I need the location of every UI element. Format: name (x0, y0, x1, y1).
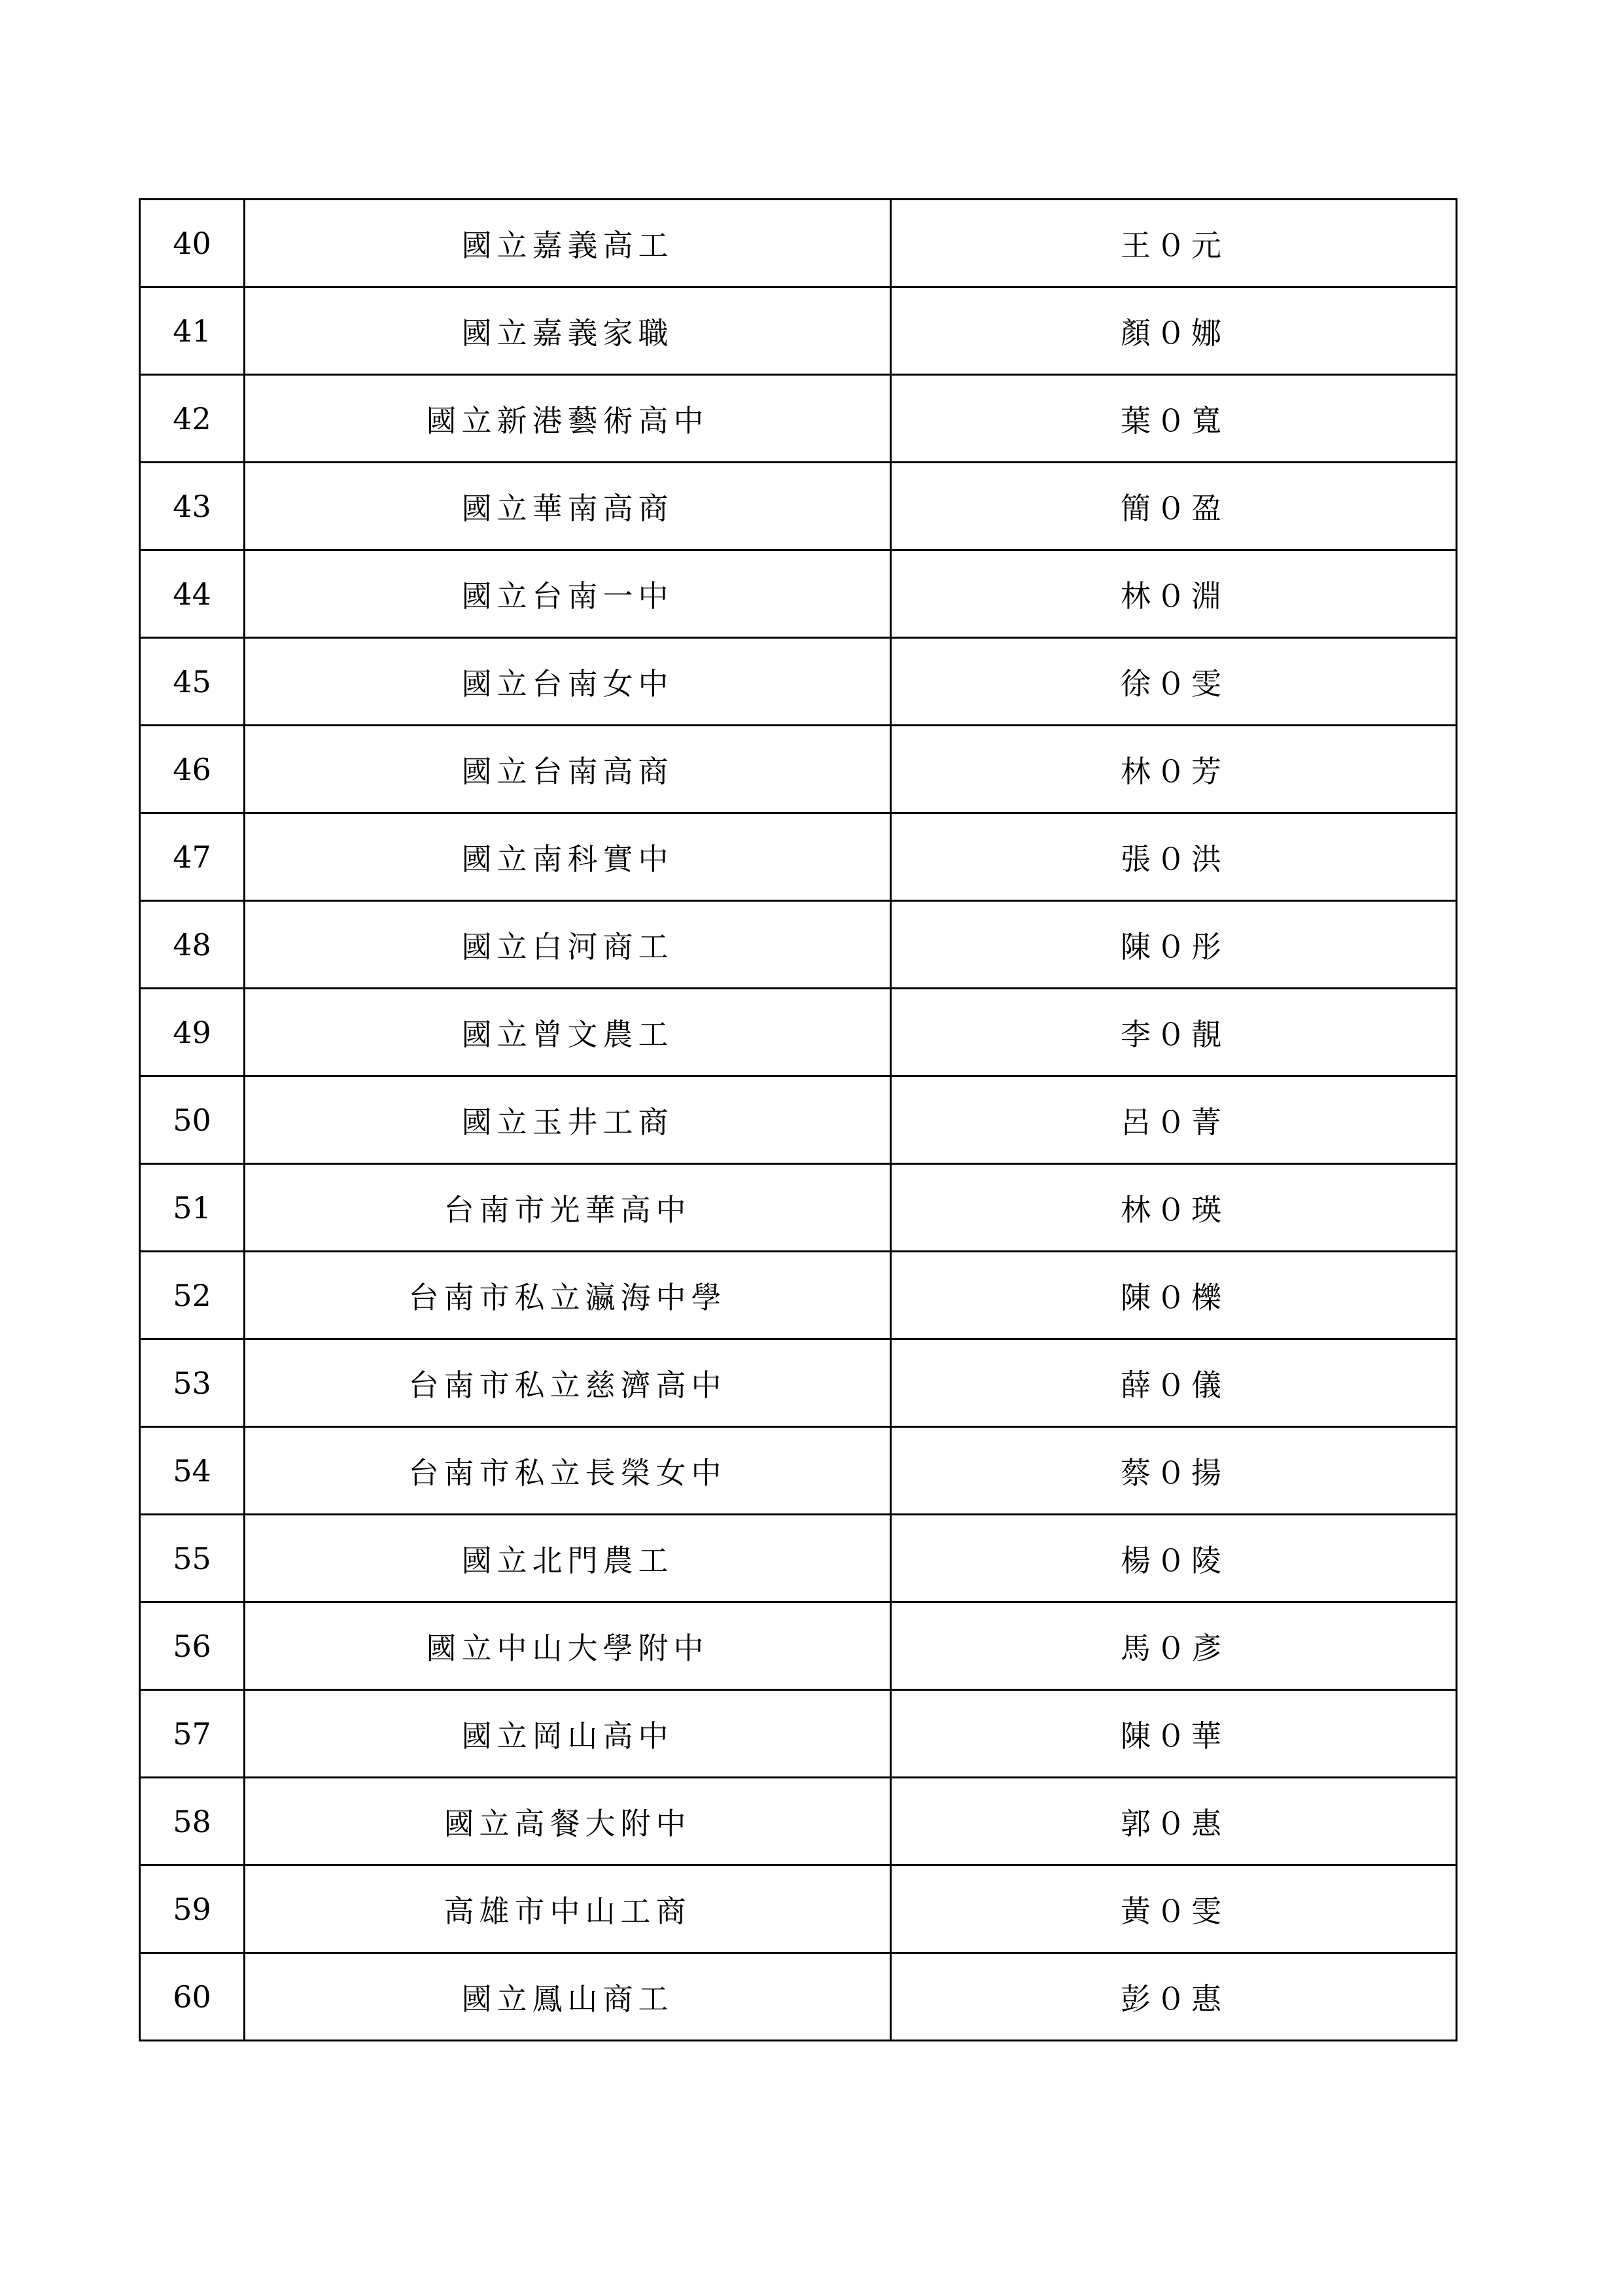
table-row (140, 638, 1457, 726)
table-row (140, 813, 1457, 901)
person-name-cell: 林０芳 (891, 726, 1457, 813)
person-name-cell: 郭０惠 (891, 1778, 1457, 1865)
row-number: 54 (140, 1427, 245, 1515)
row-number: 58 (140, 1778, 245, 1865)
person-name-cell: 楊０陵 (891, 1515, 1457, 1602)
row-number: 44 (140, 550, 245, 638)
table-row (140, 1690, 1457, 1778)
table-row (140, 200, 1457, 287)
row-number: 55 (140, 1515, 245, 1602)
school-cell: 國立玉井工商 (245, 1076, 891, 1164)
row-number: 42 (140, 375, 245, 463)
row-number: 50 (140, 1076, 245, 1164)
school-cell: 台南市私立慈濟高中 (245, 1339, 891, 1427)
school-name-table (139, 198, 1457, 2041)
person-name-cell: 馬０彥 (891, 1602, 1457, 1690)
school-cell: 國立嘉義家職 (245, 287, 891, 375)
table-row (140, 1515, 1457, 1602)
school-cell: 國立華南高商 (245, 463, 891, 550)
school-cell: 台南市私立長榮女中 (245, 1427, 891, 1515)
person-name-cell: 黃０雯 (891, 1865, 1457, 1953)
table-row (140, 1602, 1457, 1690)
person-name-cell: 蔡０揚 (891, 1427, 1457, 1515)
person-name-cell: 陳０彤 (891, 901, 1457, 989)
row-number: 49 (140, 989, 245, 1076)
school-cell: 國立北門農工 (245, 1515, 891, 1602)
table-row (140, 1778, 1457, 1865)
row-number: 60 (140, 1953, 245, 2041)
row-number: 52 (140, 1252, 245, 1339)
school-cell: 國立台南一中 (245, 550, 891, 638)
person-name-cell: 張０洪 (891, 813, 1457, 901)
table-row (140, 550, 1457, 638)
person-name-cell: 陳０櫟 (891, 1252, 1457, 1339)
school-cell: 台南市光華高中 (245, 1164, 891, 1252)
person-name-cell: 王０元 (891, 200, 1457, 287)
table-row (140, 1865, 1457, 1953)
table-row (140, 1252, 1457, 1339)
person-name-cell: 薛０儀 (891, 1339, 1457, 1427)
school-cell: 國立曾文農工 (245, 989, 891, 1076)
table-body (140, 200, 1457, 2041)
row-number: 53 (140, 1339, 245, 1427)
table-row (140, 1339, 1457, 1427)
person-name-cell: 簡０盈 (891, 463, 1457, 550)
row-number: 48 (140, 901, 245, 989)
person-name-cell: 李０靚 (891, 989, 1457, 1076)
school-cell: 國立嘉義高工 (245, 200, 891, 287)
school-cell: 國立岡山高中 (245, 1690, 891, 1778)
person-name-cell: 彭０惠 (891, 1953, 1457, 2041)
person-name-cell: 林０淵 (891, 550, 1457, 638)
person-name-cell: 林０瑛 (891, 1164, 1457, 1252)
school-cell: 國立高餐大附中 (245, 1778, 891, 1865)
table-row (140, 1953, 1457, 2041)
school-cell: 國立台南女中 (245, 638, 891, 726)
table-row (140, 989, 1457, 1076)
school-cell: 國立台南高商 (245, 726, 891, 813)
document-page (139, 198, 1456, 2041)
table-row (140, 1427, 1457, 1515)
school-cell: 國立鳳山商工 (245, 1953, 891, 2041)
person-name-cell: 顏０娜 (891, 287, 1457, 375)
school-cell: 國立新港藝術高中 (245, 375, 891, 463)
school-cell: 國立白河商工 (245, 901, 891, 989)
row-number: 51 (140, 1164, 245, 1252)
table-row (140, 287, 1457, 375)
row-number: 40 (140, 200, 245, 287)
row-number: 56 (140, 1602, 245, 1690)
row-number: 41 (140, 287, 245, 375)
row-number: 47 (140, 813, 245, 901)
row-number: 59 (140, 1865, 245, 1953)
table-row (140, 1076, 1457, 1164)
row-number: 57 (140, 1690, 245, 1778)
school-cell: 台南市私立瀛海中學 (245, 1252, 891, 1339)
table-row (140, 375, 1457, 463)
school-cell: 國立南科實中 (245, 813, 891, 901)
person-name-cell: 葉０寬 (891, 375, 1457, 463)
row-number: 46 (140, 726, 245, 813)
row-number: 45 (140, 638, 245, 726)
school-cell: 國立中山大學附中 (245, 1602, 891, 1690)
row-number: 43 (140, 463, 245, 550)
person-name-cell: 陳０華 (891, 1690, 1457, 1778)
person-name-cell: 呂０菁 (891, 1076, 1457, 1164)
table-row (140, 901, 1457, 989)
person-name-cell: 徐０雯 (891, 638, 1457, 726)
table-row (140, 726, 1457, 813)
table-row (140, 463, 1457, 550)
table-row (140, 1164, 1457, 1252)
school-cell: 高雄市中山工商 (245, 1865, 891, 1953)
